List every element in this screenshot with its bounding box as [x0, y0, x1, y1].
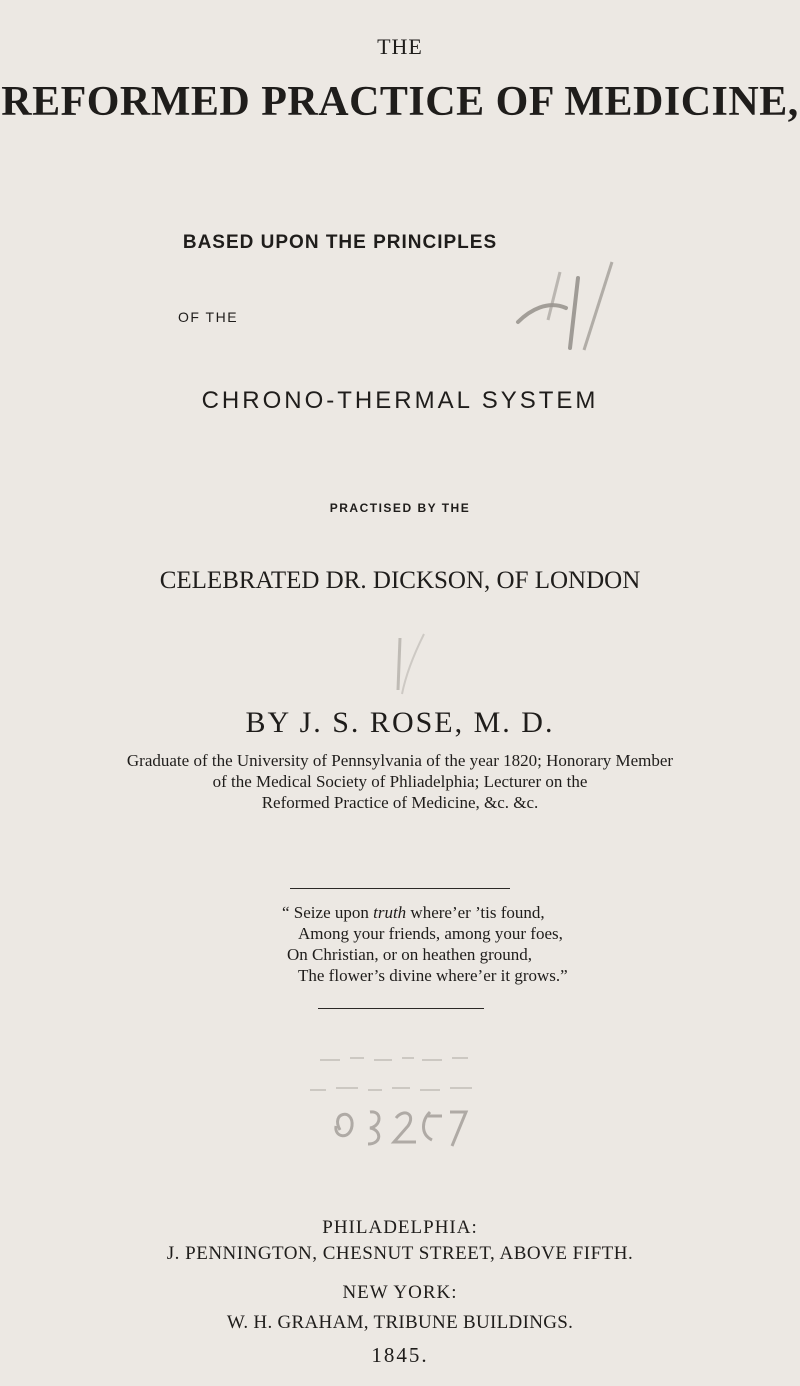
author-credential-line: Graduate of the University of Pennsylvania of the year 1820; Honorary Member	[126, 751, 674, 770]
divider-rule	[290, 888, 510, 889]
library-stamp	[270, 1030, 530, 1170]
subtitle-practised-by: PRACTISED BY THE	[329, 501, 471, 515]
author-credential-line: Reformed Practice of Medicine, &c. &c.	[261, 793, 539, 812]
epigraph-line: Among your friends, among your foes,	[298, 924, 563, 943]
author-credential-line: of the Medical Society of Phliadelphia; Lecturer on the	[212, 772, 588, 791]
epigraph-line: The flower’s divine where’er it grows.”	[298, 966, 568, 985]
divider-rule	[318, 1008, 484, 1009]
epigraph-line: On Christian, or on heathen ground,	[287, 945, 533, 964]
imprint-city: NEW YORK:	[342, 1282, 458, 1303]
subtitle-of-the: OF THE	[177, 309, 239, 325]
title-article: THE	[377, 34, 423, 59]
imprint-city: PHILADELPHIA:	[322, 1217, 478, 1238]
pencil-mark-author	[390, 630, 430, 700]
system-name: CHRONO-THERMAL SYSTEM	[201, 387, 599, 414]
book-title: REFORMED PRACTICE OF MEDICINE,	[1, 79, 799, 125]
celebrated-line: CELEBRATED DR. DICKSON, OF LONDON	[159, 567, 641, 594]
imprint-publisher: W. H. GRAHAM, TRIBUNE BUILDINGS.	[226, 1312, 574, 1333]
imprint-year: 1845.	[371, 1343, 429, 1367]
subtitle-based-upon: BASED UPON THE PRINCIPLES	[182, 232, 498, 253]
epigraph-line: “ Seize upon truth where’er ’tis found,	[282, 903, 545, 922]
pencil-annotation	[500, 250, 620, 360]
author-line: BY J. S. ROSE, M. D.	[245, 706, 555, 739]
imprint-publisher: J. PENNINGTON, CHESNUT STREET, ABOVE FIFTH.	[166, 1243, 634, 1264]
